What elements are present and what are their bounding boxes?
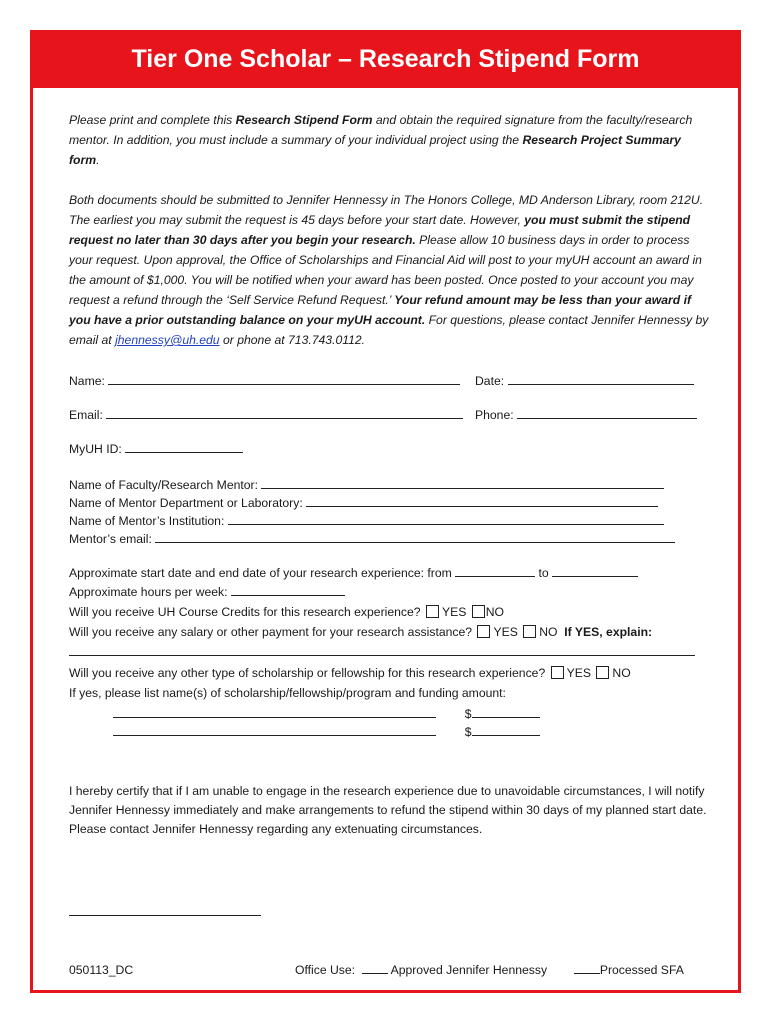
scholarship-no-checkbox[interactable]: [596, 666, 609, 679]
intro-text: and obtain the required signature from the faculty/research mentor. In addition, you must include a summary of your individual project using the: [69, 113, 693, 147]
mentor-name-input-line[interactable]: [261, 477, 664, 489]
phone-label: Phone:: [475, 408, 514, 422]
salary-explain-input-line[interactable]: [69, 644, 695, 656]
phone-input-line[interactable]: [517, 407, 697, 419]
myuh-id-field[interactable]: [69, 441, 243, 457]
submission-emphasis: you must submit the stipend request no later than 30 days after you begin your research.: [69, 213, 691, 247]
credits-question: [69, 604, 504, 620]
mentor-institution-field[interactable]: [69, 513, 664, 529]
salary-question-label: Will you receive any salary or other payment for your research assistance?: [69, 625, 473, 639]
approved-label: Approved Jennifer Hennessy: [390, 963, 548, 977]
credits-yes-checkbox[interactable]: [426, 605, 439, 618]
email-label: Email:: [69, 408, 103, 422]
certification-paragraph: I hereby certify that if I am unable to engage in the research experience due to unavoidable circumstances, I will notify Jennifer Hennessy immediately and make arrangements to refund the stipend within 30 days of my planned start date. Please contact Jennifer Hennessy regarding any extenuating circumstances.: [69, 784, 707, 836]
yes-label: YES: [441, 605, 467, 619]
page-title: Tier One Scholar – Research Stipend Form: [33, 33, 738, 88]
credits-no-checkbox[interactable]: [472, 605, 485, 618]
scholarship-row[interactable]: [113, 706, 540, 722]
email-field[interactable]: [69, 407, 463, 423]
salary-no-checkbox[interactable]: [523, 625, 536, 638]
submission-paragraph: [69, 190, 709, 350]
yes-label: YES: [566, 666, 591, 680]
credits-question-label: Will you receive UH Course Credits for this research experience?: [69, 605, 421, 619]
start-date-input-line[interactable]: [455, 565, 535, 577]
mentor-name-field[interactable]: [69, 477, 664, 493]
scholarship-name-input-line[interactable]: [113, 724, 436, 736]
research-dates-label: Approximate start date and end date of your research experience: from: [69, 566, 452, 580]
form-frame: [30, 30, 741, 993]
salary-question: [69, 624, 652, 640]
submission-text: For questions, please contact Jennifer Hennessy by email at: [69, 313, 709, 347]
scholarship-amount-input-line[interactable]: [472, 706, 540, 718]
hours-input-line[interactable]: [231, 584, 345, 596]
date-field[interactable]: [475, 373, 694, 389]
processed-input-line[interactable]: [574, 962, 600, 974]
name-label: Name:: [69, 374, 105, 388]
salary-explain-field[interactable]: [69, 644, 695, 660]
name-field[interactable]: [69, 373, 460, 389]
submission-text: Both documents should be submitted to Jennifer Hennessy in The Honors College, MD Anderson Library, room 212U. The earliest you may submit the request is 45 days before your start date. However,: [69, 193, 704, 227]
scholarship-question: [69, 665, 631, 681]
name-input-line[interactable]: [108, 373, 460, 385]
mentor-email-input-line[interactable]: [155, 531, 675, 543]
intro-text: Please print and complete this: [69, 113, 236, 127]
date-label: Date:: [475, 374, 505, 388]
no-label: NO: [612, 666, 631, 680]
submission-text: or phone at 713.743.0112.: [219, 333, 366, 347]
hours-label: Approximate hours per week:: [69, 585, 228, 599]
approved-input-line[interactable]: [362, 962, 388, 974]
no-label: NO: [539, 625, 558, 639]
myuh-id-label: MyUH ID:: [69, 442, 122, 456]
scholarship-question-label: Will you receive any other type of scholarship or fellowship for this research experience?: [69, 666, 546, 680]
submission-text: Please allow 10 business days in order to process your request. Upon approval, the Office of Scholarships and Financial Aid will post to your myUH account an award in the amount of $1,000. You will be notified when your award has been posted. Once posted to your account you may request a refund through the ‘Self Service Refund Request.’: [69, 233, 702, 307]
mentor-dept-field[interactable]: [69, 495, 658, 511]
email-link[interactable]: jhennessy@uh.edu: [115, 333, 220, 347]
myuh-id-input-line[interactable]: [125, 441, 243, 453]
end-date-input-line[interactable]: [552, 565, 638, 577]
intro-paragraph: [69, 110, 709, 170]
mentor-dept-input-line[interactable]: [306, 495, 658, 507]
scholarship-row[interactable]: [113, 724, 540, 740]
signature-field[interactable]: [69, 904, 261, 920]
mentor-institution-input-line[interactable]: [228, 513, 664, 525]
signature-input-line[interactable]: [69, 904, 261, 916]
date-input-line[interactable]: [508, 373, 694, 385]
processed-label: Processed SFA: [599, 963, 684, 977]
mentor-name-label: Name of Faculty/Research Mentor:: [69, 478, 258, 492]
salary-yes-checkbox[interactable]: [477, 625, 490, 638]
intro-text: .: [96, 153, 100, 167]
no-label: NO: [485, 605, 504, 619]
office-use-section: [295, 962, 684, 978]
scholarship-amount-input-line[interactable]: [472, 724, 540, 736]
form-code: 050113_DC: [69, 963, 134, 977]
dollar-sign: $: [464, 725, 472, 739]
mentor-institution-label: Name of Mentor’s Institution:: [69, 514, 225, 528]
intro-emphasis: Research Stipend Form: [235, 113, 373, 127]
yes-label: YES: [493, 625, 518, 639]
mentor-dept-label: Name of Mentor Department or Laboratory:: [69, 496, 303, 510]
mentor-email-label: Mentor’s email:: [69, 532, 152, 546]
office-use-label: Office Use:: [295, 963, 356, 977]
research-dates-field[interactable]: [69, 565, 638, 581]
submission-emphasis: Your refund amount may be less than your award if you have a prior outstanding balance on your myUH account.: [69, 293, 692, 327]
to-label: to: [538, 566, 549, 580]
scholarship-yes-checkbox[interactable]: [551, 666, 564, 679]
explain-label: If YES, explain:: [564, 625, 653, 639]
scholarship-list-prompt: If yes, please list name(s) of scholarship/fellowship/program and funding amount:: [69, 686, 506, 700]
hours-field[interactable]: [69, 584, 345, 600]
intro-emphasis: Research Project Summary form: [69, 133, 681, 167]
scholarship-name-input-line[interactable]: [113, 706, 436, 718]
dollar-sign: $: [464, 707, 472, 721]
mentor-email-field[interactable]: [69, 531, 675, 547]
phone-field[interactable]: [475, 407, 697, 423]
email-input-line[interactable]: [106, 407, 463, 419]
